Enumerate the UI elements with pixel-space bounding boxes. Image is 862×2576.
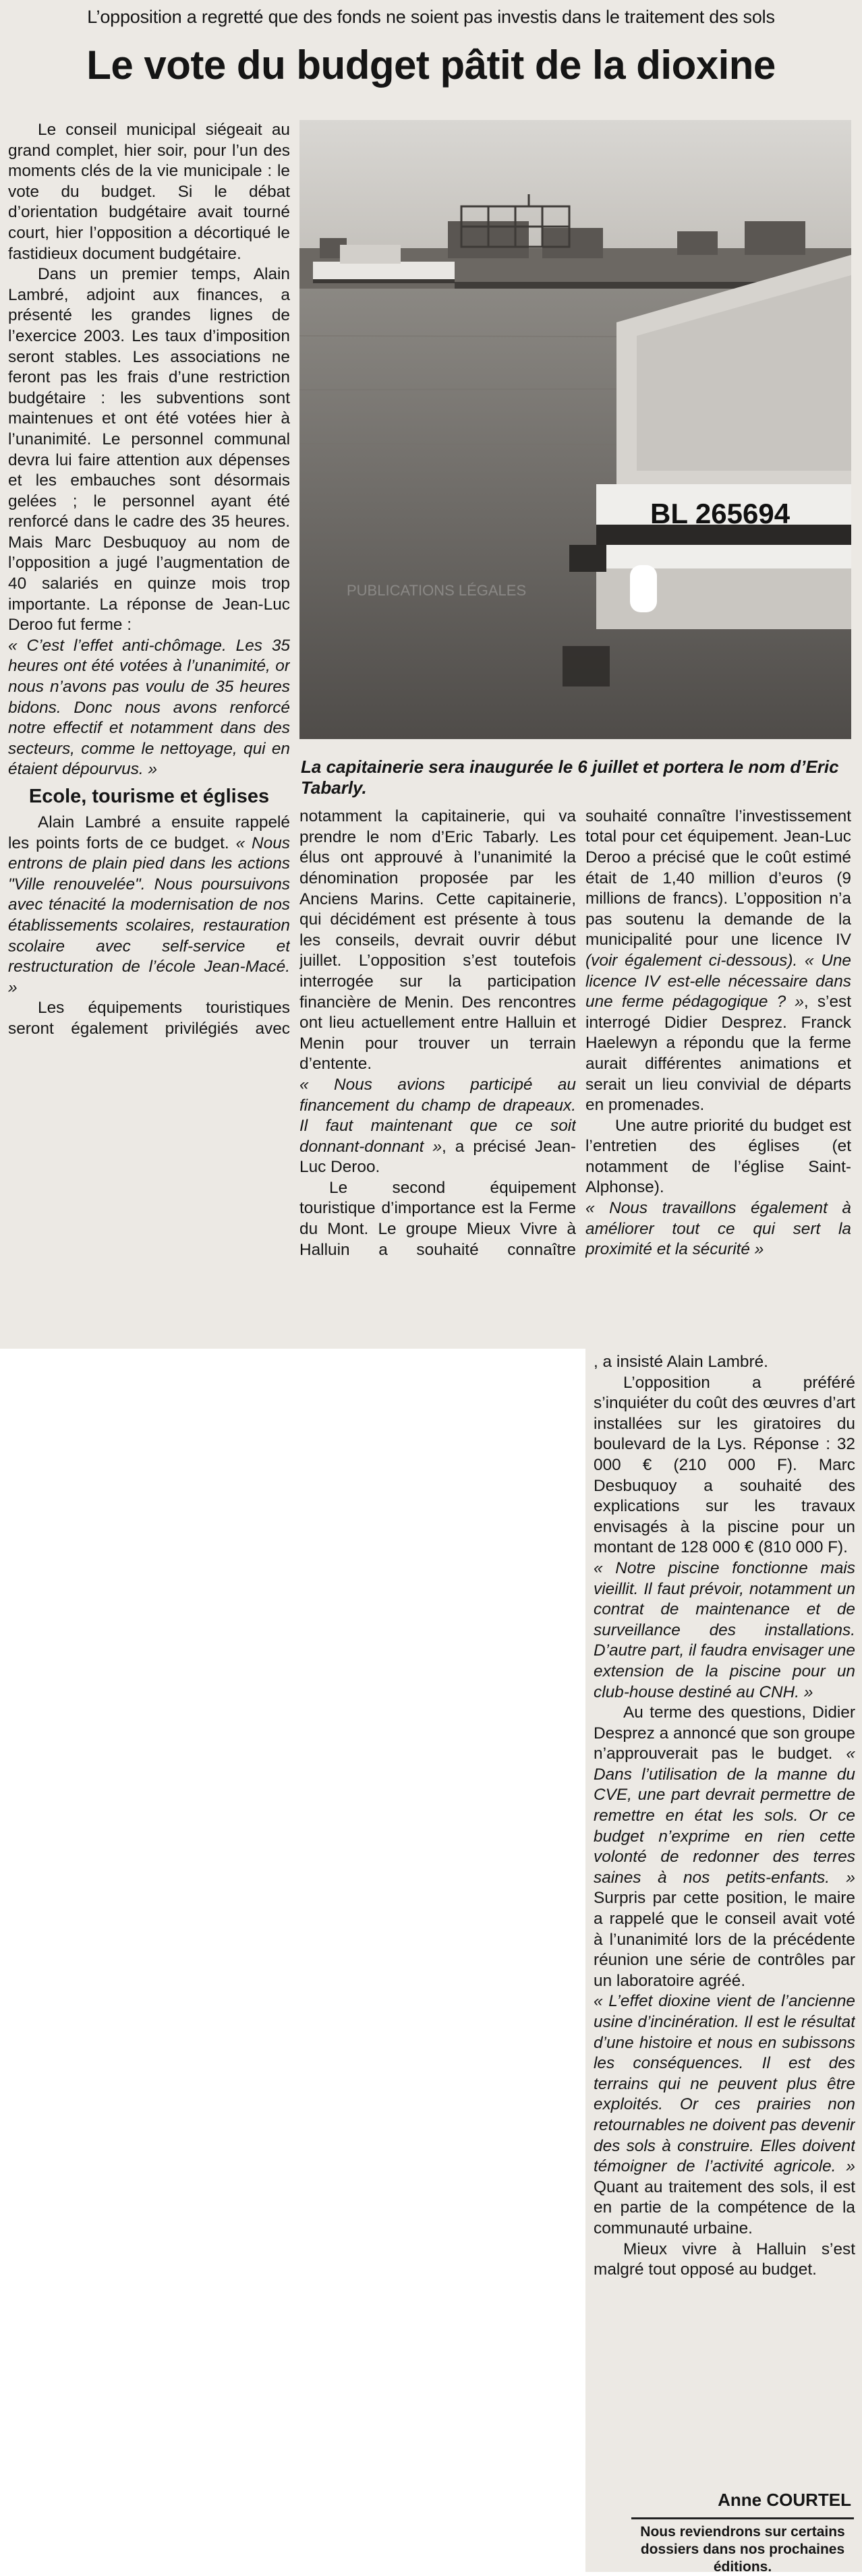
maire-reply: Surpris par cette position, le maire a rappelé que le conseil avait voté à l’unanimité lors de la précédente réunion une série de contrôles par un laboratoire agréé. bbox=[594, 1889, 855, 1990]
ferme-text: Le second équipement touristique d’importance est la Ferme du Mont. Le groupe Mieux Vivre à Halluin a souhaité connaître bbox=[299, 1178, 576, 1259]
paragraph-conclusion: Mieux vivre à Halluin s’est malgré tout opposé au budget. bbox=[594, 2240, 855, 2279]
quote-deroo-menin: « Nous avions participé au financement du champ de drapeaux. Il faut maintenant que ce soit donnant-donnant » bbox=[299, 1075, 576, 1156]
deroo-attribution: , a précisé Jean-Luc Deroo. bbox=[299, 1137, 576, 1177]
quote-lambre-securite: « Nous travaillons également à améliorer tout ce qui sert la proximité et la sécurité » bbox=[585, 1199, 851, 1259]
paragraph-dioxine bbox=[594, 1991, 855, 2239]
paragraph-ferme-continued bbox=[585, 807, 851, 1116]
paragraph-deroo-menin bbox=[299, 1075, 576, 1178]
boat-registration: BL 265694 bbox=[650, 498, 791, 529]
quote-piscine: « Notre piscine fonctionne mais vieillit. Il faut prévoir, notamment un contrat de maintenance et de surveillance des installations. D’autre part, il faudra envisager une extension de la piscine pour un club-house destiné au CNH. » bbox=[594, 1558, 855, 1701]
article-kicker: L’opposition a regretté que des fonds ne soient pas investis dans le traitement des sols bbox=[87, 7, 775, 27]
desprez-text: Au terme des questions, Didier Desprez a annoncé que son groupe n’approuverait pas le budget. bbox=[594, 1703, 855, 1763]
lambre-attribution: , a insisté Alain Lambré. bbox=[594, 1353, 768, 1371]
quote-lambre-ville: « Nous entrons de plain pied dans les actions "Ville renouvelée". Nous poursuivons avec ténacité la modernisation de nos établissements scolaires, restauration scolaire avec self-service et restructuration de l’école Jean-Macé. » bbox=[8, 833, 290, 997]
paragraph-ferme-du-mont bbox=[299, 1178, 576, 1260]
article-headline: Le vote du budget pâtit de la dioxine bbox=[86, 42, 776, 88]
article-column-1 bbox=[8, 120, 290, 1349]
photo-watermark: PUBLICATIONS LÉGALES bbox=[347, 582, 527, 599]
paragraph-tourism: Les équipements touristiques seront également privilégiés avec bbox=[8, 999, 290, 1038]
ferme-text-cont: souhaité connaître l’investissement total pour cet équipement. Jean-Luc Deroo a précisé que le coût estimé était de 1,40 million d’euros (9 millions de francs). L’opposition n’a pas soutenu la demande de la municipalité pour une licence IV bbox=[585, 807, 851, 949]
quote-deroo-wrapper bbox=[8, 636, 290, 780]
paragraph-oeuvres: L’opposition a préféré s’inquiéter du coût des œuvres d’art installées sur les giratoires du boulevard de la Lys. Réponse : 32 000 € (210 000 F). Marc Desbuquoy a souhaité des explications sur les travaux envisagés à la piscine pour un montant de 128 000 € (810 000 F). bbox=[594, 1373, 855, 1557]
quote-deroo: « C’est l’effet anti-chômage. Les 35 heures ont été votées à l’unanimité, or nous n’avons pas voulu de 35 heures bidons. Donc nous avons renforcé notre effectif et notamment dans des secteurs, comme le nettoyage, qui en étaient dépourvus. » bbox=[8, 636, 290, 779]
editorial-footnote: Nous reviendrons sur certains dossiers dans nos prochaines éditions. bbox=[640, 2524, 845, 2575]
paragraph-finances: Dans un premier temps, Alain Lambré, adjoint aux finances, a présenté les grandes lignes de l’exercice 2003. Les taux d’imposition seront stables. Les associations ne feront pas les frais d’une restriction budgétaire : les subventions sont maintenues et ont été votées hier à l’unanimité. Le personnel communal devra lui faire attention aux dépenses et les embauches sont désormais gelées ; le personnel ayant été renforcé dans le cadre des 35 heures. Mais Marc Desbuquoy au nom de l’opposition a jugé l’augmentation de 40 salariés en quinze mois trop importante. La réponse de Jean-Luc Deroo fut ferme : bbox=[8, 265, 290, 635]
licence-note: (voir également ci-dessous). bbox=[585, 951, 798, 970]
traitement-sols: Quant au traitement des sols, il est en partie de la compétence de la communauté urbaine. bbox=[594, 2177, 855, 2237]
paragraph-piscine-quote bbox=[594, 1558, 855, 1703]
paragraph-eglises: Une autre priorité du budget est l’entretien des églises (et notamment de l’église Saint-Alphonse). bbox=[585, 1116, 851, 1197]
harbour-photo bbox=[299, 120, 851, 739]
section-subheading: Ecole, tourisme et églises bbox=[28, 786, 270, 807]
paragraph-desprez-budget bbox=[594, 1703, 855, 1991]
quote-cve: « Dans l’utilisation de la manne du CVE, une part devrait permettre de remettre en état les sols. Or ce budget n’exprime en rien cette volonté de redonner des terres saines à nos petits-enfants. » bbox=[594, 1745, 855, 1887]
quote-desprez-licence: « Une licence IV est-elle nécessaire dans une ferme pédagogique ? » bbox=[585, 951, 851, 1012]
article-column-3 bbox=[585, 807, 851, 1349]
quote-dioxine: « L’effet dioxine vient de l’ancienne usine d’incinération. Il est le résultat d’une histoire et nous en subissons les conséquences. Il est des terrains qui ne peuvent plus être exploités. Or ces prairies non retournables ne doivent pas devenir des sols à construire. Elles doivent témoigner de l’activité agricole. » bbox=[594, 1992, 855, 2176]
tourism-text: notamment la capitainerie, qui va prendre le nom d’Eric Tabarly. Les élus ont approuvé à l’unanimité la dénomination proposée par les Anciens Marins. Cette capitainerie, qui décidément est présente à tous les conseils, devrait ouvrir début juillet. L’opposition s’est toutefois interrogée sur la participation financière de Menin. Des rencontres ont lieu actuellement entre Halluin et Menin pour trouver un terrain d’entente. bbox=[299, 807, 576, 1074]
photo-caption: La capitainerie sera inaugurée le 6 juillet et portera le nom d’Eric Tabarly. bbox=[301, 757, 839, 798]
paragraph-proximite-end bbox=[594, 1352, 855, 1373]
signature-rule bbox=[631, 2517, 854, 2519]
paragraph-lambre-points bbox=[8, 813, 290, 998]
lambre-points-text: Alain Lambré a ensuite rappelé les points forts de ce budget. bbox=[8, 813, 290, 852]
article-column-2 bbox=[299, 807, 576, 1349]
author-signature: Anne COURTEL bbox=[718, 2490, 851, 2510]
paragraph-proximite bbox=[585, 1198, 851, 1260]
haelewyn-reply: , s’est interrogé Didier Desprez. Franck Haelewyn a répondu que la ferme aurait différentes animations et serait un lieu convivial de départs en promenades. bbox=[585, 993, 851, 1115]
article-column-4 bbox=[594, 1352, 855, 2485]
paragraph-intro: Le conseil municipal siégeait au grand complet, hier soir, pour l’un des moments clés de la vie municipale : le vote du budget. Si le débat d’orientation budgétaire avait tourné court, hier l’opposition a décortiqué le fastidieux document budgétaire. bbox=[8, 121, 290, 263]
paragraph-tourism-continued bbox=[299, 807, 576, 1075]
